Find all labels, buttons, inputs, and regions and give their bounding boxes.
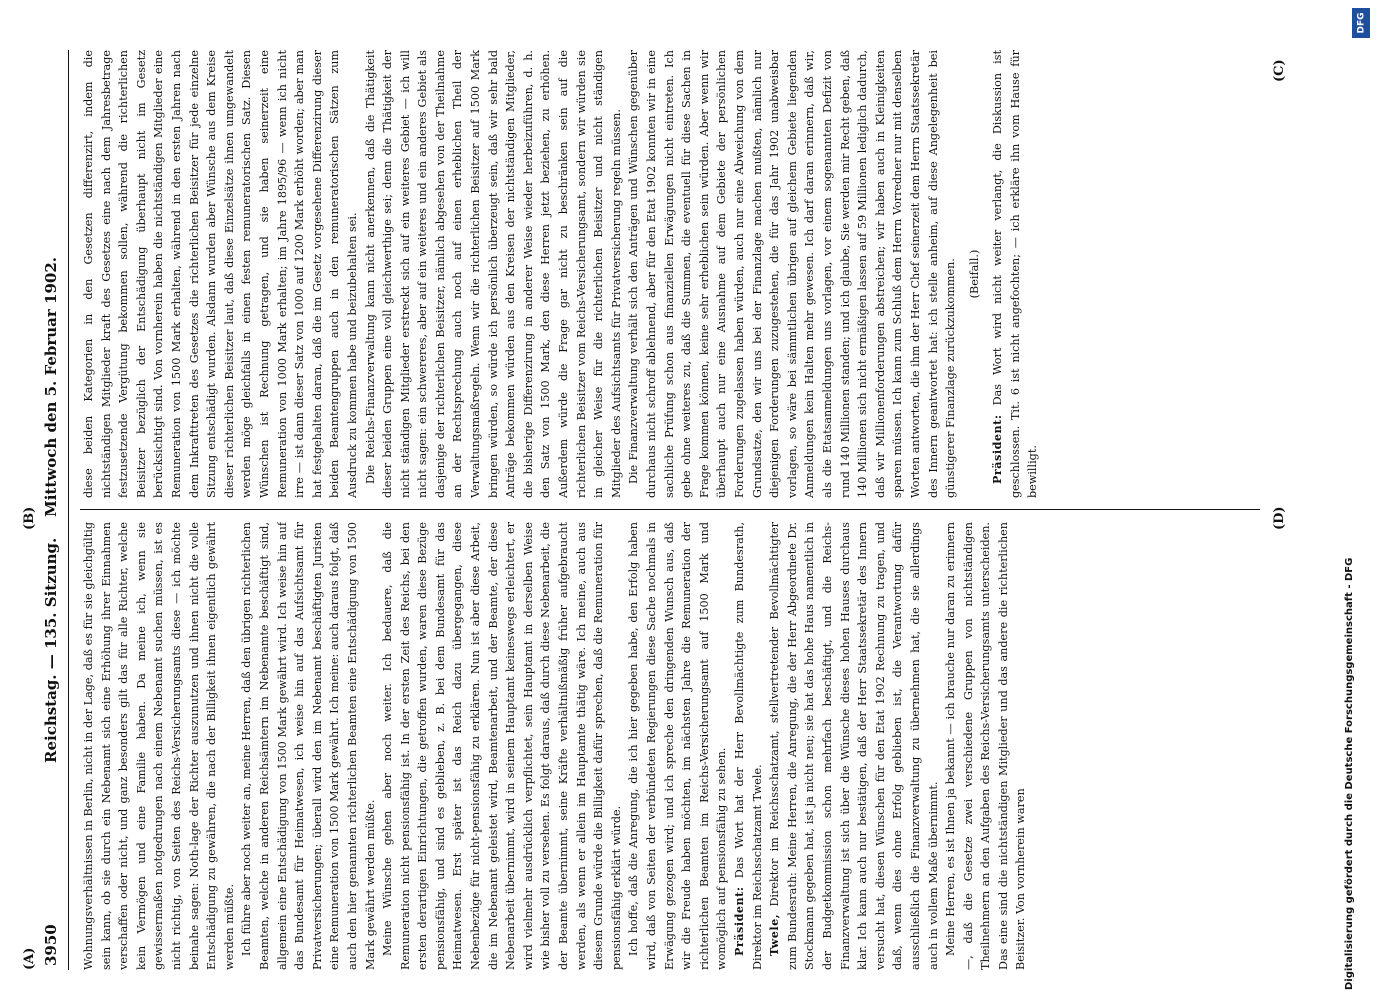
paragraph: Präsident: Das Wort wird nicht weiter verlangt, die Diskussion ist geschlossen. Tit. 6 ist nicht angefochten; — ich erkläre ihn vom Hause für bewilligt. bbox=[990, 50, 1040, 498]
left-column bbox=[80, 522, 1260, 970]
page-header bbox=[40, 50, 66, 970]
margin-marker-d: (D) bbox=[1272, 506, 1287, 530]
right-column bbox=[80, 50, 1260, 498]
paragraph: Präsident: Das Wort hat der Herr Bevollmächtigte zum Bundesrath, Direktor im Reichsschatzamt Twele. bbox=[731, 522, 764, 970]
speaker-name: Präsident: bbox=[731, 886, 746, 956]
paragraph: Meine Herren, es ist Ihnen ja bekannt — ich brauche nur daran zu erinnern —, daß die Gesetze zwei verschiedene Gruppen von nichtständigen Theilnehmern an den Aufgaben des Reichs-Versicherungsamts unterscheiden. Das eine sind die nichtständigen Mitglieder und das andere die richterlichen Beisitzer. Von vornherein waren bbox=[944, 522, 1028, 970]
margin-marker-c: (C) bbox=[1272, 59, 1287, 82]
column-divider bbox=[80, 509, 1260, 510]
dfg-logo bbox=[1352, 8, 1370, 38]
speaker-name: Präsident: bbox=[990, 414, 1005, 484]
speaker-name: Twele, bbox=[767, 913, 782, 956]
page-number: 3950 bbox=[42, 924, 60, 966]
paragraph: Meine Wünsche gehen aber noch weiter. Ich bedauere, daß die Remuneration nicht pensionsfähig ist. In der ersten Zeit des Reichs, bei den ersten derartigen Einrichtungen, die getroffen wurden, waren diese Bezüge pensionsfähig, und sind es geblieben, z. B. bei dem Bundesamt für das Heimatwesen. Erst später ist das Reich dazu übergegangen, diese Nebenbezüge für nicht-pensionsfähig zu erklären. Nun ist aber diese Arbeit, die im Nebenamt geleistet wird, Beamtenarbeit, und der Beamte, der diese Nebenarbeit übernimmt, wird in seinem Hauptamt keineswegs erleichtert, er wird vielmehr ausdrücklich verpflichtet, sein Hauptamt in derselben Weise wie bisher voll zu versehen. Es folgt daraus, daß durch diese Nebenarbeit, die der Beamte übernimmt, seine Kräfte verhältnißmäßig früher aufgebraucht werden, als wenn er allein im Hauptamte thätig wäre. Ich meine, auch aus diesem Grunde würde die Billigkeit dafür sprechen, daß die Remuneration für pensionsfähig erklärt würde. bbox=[381, 522, 623, 970]
dfg-logo-text: DFG bbox=[1356, 12, 1367, 34]
paragraph: Die Finanzverwaltung verhält sich den Anträgen und Wünschen gegenüber durchaus nicht schroff ablehnend, aber für den Etat 1902 konnten wir in eine sachliche Prüfung schon aus finanziellen Erwägungen nicht eintreten. Ich gebe ohne weiteres zu, daß die Summen, die eventuell für diese Sachen in Frage kommen können, keine sehr erheblichen sein würden. Aber wenn wir überhaupt auch nur eine Ausnahme auf dem Gebiete der persönlichen Forderungen zugelassen haben würden, auch nur eine Abweichung von dem Grundsatze, den wir uns bei der Finanzlage machen mußten, nämlich nur diejenigen Forderungen zuzugestehen, die für das Jahr 1902 unabweisbar vorlagen, so wäre bei sämmtlichen übrigen auf gleichem Gebiete liegenden Anmeldungen kein Halten mehr gewesen. Ich darf daran erinnern, daß wir, als die Etatsanmeldungen uns vorlagen, vor einem sogenannten Defizit von rund 140 Millionen standen; und ich glaube, Sie werden mir Recht geben, daß 140 Millionen sich nicht ermäßigen lassen auf 59 Millionen lediglich dadurch, daß wir Millionenforderungen abstreichen; wir haben auch in Kleinigkeiten sparen müssen. Ich kann zum Schluß dem Herrn Vorredner nur mit denselben Worten antworten, die ihm der Herr Chef seinerzeit dem Herrn Staatssekretär des Innern geantwortet hat: ich stelle anheim, auf diese Angelegenheit bei günstigerer Finanzlage zurückzukommen. bbox=[627, 50, 958, 498]
rotated-newspaper-page bbox=[22, 50, 1340, 970]
digitization-credit: Digitalisierung gefördert durch die Deutsche Forschungsgemeinschaft - DFG bbox=[1344, 557, 1355, 990]
header-rule bbox=[68, 50, 69, 970]
paragraph: Ich führe aber noch weiter an, meine Herren, daß den übrigen richterlichen Beamten, welche in anderen Reichsämtern im Nebenamte beschäftigt sind, allgemein eine Entschädigung von 1500 Mark gewährt wird. Ich weise hin auf das Bundesamt für Heimatwesen, ich weise hin auf das Aufsichtsamt für Privatversicherungen; überall wird den im Nebenamt beschäftigten Juristen eine Remuneration von 1500 Mark gewährt. Ich meine: auch daraus folgt, daß auch den hier genannten richterlichen Beamten eine Entschädigung von 1500 Mark gewährt werden müßte. bbox=[240, 522, 377, 970]
paragraph: Die Reichs-Finanzverwaltung kann nicht anerkennen, daß die Thätigkeit dieser beiden Gruppen eine voll gleichwerthige sei; denn die Thätigkeit der nicht ständigen Mitglieder erstreckt sich auf ein weiteres Gebiet — ich will nicht sagen: ein schwereres, aber auf ein weiteres und ein anderes Gebiet als dasjenige der richterlichen Beisitzer, nämlich abgesehen von der Theilnahme an der Rechtsprechung auch noch auf einen erheblichen Theil der Verwaltungsmaßregeln. Wenn wir die richterlichen Beisitzer auf 1500 Mark bringen würden, so würde ich persönlich überzeugt sein, daß wir sehr bald Anträge bekommen würden aus den Kreisen der nichtständigen Mitglieder, die bisherige Differenzirung in anderer Weise wieder herbeizuführen, d. h. den Satz von 1500 Mark, den diese Herren jetzt beziehen, zu erhöhen. Außerdem würde die Frage gar nicht zu beschränken sein auf die richterlichen Beisitzer vom Reichs-Versicherungsamt, sondern wir würden sie in gleicher Weise für die richterlichen Beisitzer und nicht ständigen Mitglieder des Aufsichtsamts für Privatversicherung regeln müssen. bbox=[363, 50, 623, 498]
paragraph: Twele, Direktor im Reichsschatzamt, stellvertretender Bevollmächtigter zum Bundesrath: Meine Herren, die Anregung, die der Herr Abgeordnete Dr. Stockmann gegeben hat, ist ja nicht neu; sie hat das hohe Haus namentlich in der Budgetkommission schon mehrfach beschäftigt, und die Reichs-Finanzverwaltung ist sich über die Wünsche dieses hohen Hauses durchaus klar. Ich kann auch nur bestätigen, daß der Herr Staatssekretär des Innern versucht hat, diesen Wünschen für den Etat 1902 Rechnung zu tragen, und daß, wenn dies ohne Erfolg geblieben ist, die Verantwortung dafür ausschließlich die Finanzverwaltung zu übernehmen hat, die sie allerdings auch in vollem Maße übernimmt. bbox=[767, 522, 940, 970]
applause-note: (Beifall.) bbox=[967, 249, 981, 299]
running-title: Reichstag. — 135. Sitzung. Mittwoch den 5. Februar 1902. bbox=[42, 257, 60, 764]
margin-marker-a: (A) bbox=[22, 947, 37, 970]
paragraph: Ich hoffe, daß die Anregung, die ich hier gegeben habe, den Erfolg haben wird, daß von Seiten der verbündeten Regierungen diese Sache nochmals in Erwägung gezogen wird; und ich spreche den dringenden Wunsch aus, daß wir die Freude haben möchten, im nächsten Jahre die Remuneration der richterlichen Beamten im Reichs-Versicherungsamt auf 1500 Mark und womöglich auf pensionsfähig zu sehen. bbox=[627, 522, 729, 970]
paragraph: Wohnungsverhältnissen in Berlin, nicht in der Lage, daß es für sie gleichgültig sein kann, ob sie durch ein Nebenamt sich eine Erhöhung ihrer Einnahmen verschaffen oder nicht, und ganz besonders gilt das für alle Richter, welche kein Vermögen und eine Familie haben. Da meine ich, wenn sie gewissermaßen notgedrungen nach einem Nebenamt suchen müssen, ist es nicht richtig, von Seiten des Reichs-Versicherungsamts diese — ich möchte beinahe sagen: Noth-lage der Richter auszunutzen und ihnen nicht die volle Entschädigung zu gewähren, die nach der Billigkeit ihnen eigentlich gewährt werden müßte. bbox=[82, 522, 236, 970]
paragraph: diese beiden Kategorien in den Gesetzen differenzirt, indem die nichtständigen Mitglieder kraft des Gesetzes eine nach dem Jahresbetrage festzusetzende Vergütung bekommen sollen, während die richterlichen Beisitzer bezüglich der Entschädigung überhaupt nicht im Gesetz berücksichtigt sind. Von vornherein haben die nichtständigen Mitglieder eine Remuneration von 1500 Mark erhalten, während in den ersten Jahren nach dem Inkrafttreten des Gesetzes die richterlichen Beisitzer für jede einzelne Sitzung entschädigt wurden. Alsdann wurden aber Wünsche aus dem Kreise dieser richterlichen Beisitzer laut, daß diese Einzelsätze ihnen umgewandelt werden möge gleichfalls in einen festen remuneratorischen Satz. Diesen Wünschen ist Rechnung getragen, und sie haben seinerzeit eine Remuneration von 1000 Mark erhalten; im Jahre 1895/96 — wenn ich nicht irre — ist dann dieser Satz von 1000 auf 1200 Mark erhöht worden; aber man hat festgehalten daran, daß die im Gesetz vorgesehene Differenzirung dieser beiden Beamtengruppen auch in den remuneratorischen Sätzen zum Ausdruck zu kommen habe und beizubehalten sei. bbox=[82, 50, 359, 498]
margin-marker-b: (B) bbox=[22, 506, 37, 530]
